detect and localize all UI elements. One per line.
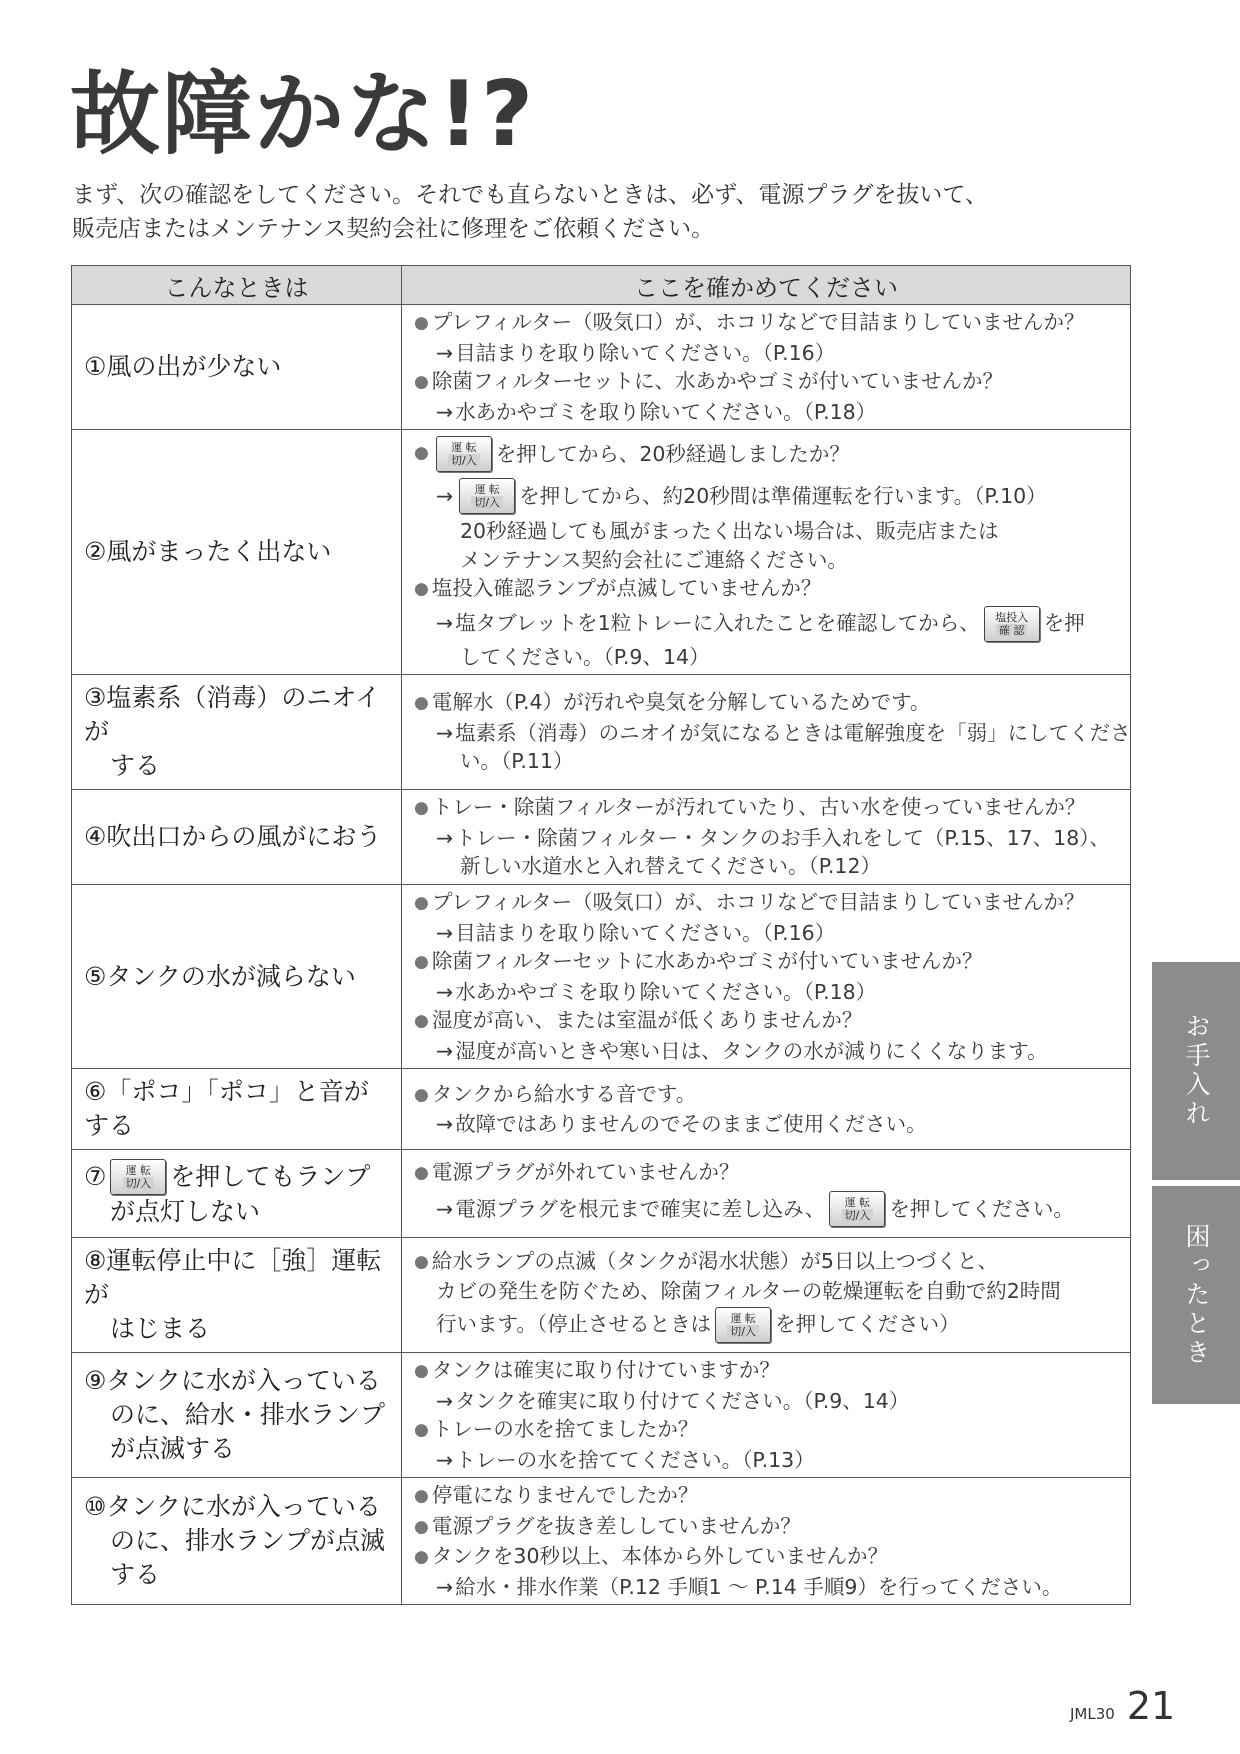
run-button-icon: 運 転 切/入 (459, 478, 515, 514)
bullet-icon: ● (414, 372, 429, 392)
page-number: 21 (1126, 1684, 1176, 1728)
table-row (72, 430, 1131, 675)
check-line: メンテナンス契約会社にご連絡ください。 (460, 547, 848, 572)
table-row (72, 1238, 1131, 1353)
bullet-icon: ● (414, 1084, 429, 1105)
symptom-cell (72, 675, 402, 790)
symptom-cell (72, 1478, 402, 1605)
intro-line-1: まず、次の確認をしてください。それでも直らないときは、必ず、電源プラグを抜いて、 (72, 182, 988, 208)
column-header-check: ここを確かめてください (402, 266, 1131, 305)
symptom-text: のに、排水ランプが点滅 (110, 1526, 386, 1555)
column-header-symptom: こんなときは (72, 266, 402, 305)
symptom-text: ⑤タンクの水が減らない (84, 961, 356, 991)
check-line: → 電源プラグを根元まで確実に差し込み、 運 転 切/入 を押してください。 (414, 1189, 1120, 1229)
bullet-icon: ● (414, 1251, 429, 1272)
check-line: ● タンクを30秒以上、本体から外していませんか？ (414, 1544, 889, 1568)
symptom-cell (72, 1353, 402, 1478)
bullet-icon: ● (414, 1011, 429, 1031)
check-line: →トレーの水を捨ててください。（P.13） (436, 1447, 815, 1472)
table-header-row (72, 266, 1131, 305)
arrow-icon: → (436, 920, 454, 945)
symptom-text: はじまる (110, 1314, 211, 1343)
run-button-icon: 運 転 切/入 (436, 436, 492, 472)
symptom-cell (72, 305, 402, 430)
table-row (72, 1150, 1131, 1238)
symptom-text: ⑨タンクに水が入っている (84, 1366, 381, 1395)
check-line: ● プレフィルター（吸気口）が、ホコリなどで目詰まりしていませんか？ (414, 890, 1085, 914)
page-footer (1070, 1684, 1175, 1728)
check-cell (402, 430, 1131, 675)
symptom-text: ⑩タンクに水が入っている (84, 1492, 381, 1521)
bullet-icon: ● (414, 1516, 429, 1537)
check-cell (402, 675, 1131, 790)
check-line: 新しい水道水と入れ替えてください。（P.12） (460, 854, 882, 879)
arrow-icon: → (436, 1447, 454, 1472)
arrow-icon: → (436, 611, 454, 636)
bullet-icon: ● (414, 1163, 429, 1184)
check-line: →塩素系（消毒）のニオイが気になるときは電解強度を「弱」にしてくださ (436, 720, 1131, 745)
check-line: →湿度が高いときや寒い日は、タンクの水が減りにくくなります。 (436, 1038, 1048, 1063)
bullet-icon: ● (414, 579, 429, 599)
symptom-cell (72, 885, 402, 1069)
salt-check-button-icon: 塩投入 確 認 (984, 606, 1040, 642)
check-cell (402, 1353, 1131, 1478)
arrow-icon: → (436, 340, 454, 365)
check-line: ● 電解水（P.4）が汚れや臭気を分解しているためです。 (414, 690, 931, 715)
bullet-icon: ● (414, 442, 429, 463)
check-line: →給水・排水作業（P.12 手順1 ～ P.14 手順9）を行ってください。 (436, 1574, 1063, 1599)
run-button-icon: 運 転 切/入 (715, 1307, 771, 1343)
arrow-icon: → (436, 720, 454, 745)
bullet-icon: ● (414, 893, 429, 913)
symptom-cell (72, 430, 402, 675)
table-row (72, 790, 1131, 885)
bullet-icon: ● (414, 1420, 429, 1440)
symptom-text: ②風がまったく出ない (84, 537, 332, 566)
symptom-text: のに、給水・排水ランプ (110, 1400, 386, 1429)
check-line: →トレー・除菌フィルター・タンクのお手入れをして（P.15、17、18）、 (436, 825, 1111, 850)
check-line: → 塩タブレットを1粒トレーに入れたことを確認してから、 塩投入 確 認 を押 (414, 605, 1120, 643)
check-line: カビの発生を防ぐため、除菌フィルターの乾燥運転を自動で約2時間 (436, 1279, 1061, 1303)
arrow-icon: → (436, 1574, 454, 1599)
symptom-text: ④吹出口からの風がにおう (84, 822, 382, 851)
intro-text (72, 178, 988, 246)
model-number: JML30 (1070, 1705, 1115, 1723)
symptom-text: が点滅する (110, 1434, 236, 1463)
arrow-icon: → (436, 483, 454, 508)
check-line: ● 給水ランプの点滅（タンクが渇水状態）が5日以上つづくと、 (414, 1248, 998, 1273)
check-line: ● トレーの水を捨てましたか？ (414, 1417, 699, 1441)
check-line: →水あかやゴミを取り除いてください。（P.18） (436, 979, 877, 1004)
bullet-icon: ● (414, 798, 429, 819)
check-cell (402, 1069, 1131, 1150)
run-button-icon: 運 転 切/入 (829, 1191, 885, 1227)
check-line: ● 除菌フィルターセットに水あかやゴミが付いていませんか？ (414, 949, 983, 973)
symptom-text: が点灯しない (110, 1196, 261, 1226)
check-line: →水あかやゴミを取り除いてください。（P.18） (436, 399, 877, 424)
troubleshooting-table (71, 265, 1131, 1605)
check-cell (402, 790, 1131, 885)
symptom-text: ⑧運転停止中に［強］運転が (84, 1246, 382, 1309)
symptom-text: ⑦ 運 転 切/入 を押してもランプ (84, 1159, 391, 1195)
check-line: ● 湿度が高い、または室温が低くありませんか？ (414, 1008, 863, 1032)
check-line: ● タンクから給水する音です。 (414, 1081, 697, 1106)
check-cell (402, 305, 1131, 430)
check-line: ● トレー・除菌フィルターが汚れていたり、古い水を使っていませんか？ (414, 795, 1086, 820)
check-line: →目詰まりを取り除いてください。（P.16） (436, 340, 836, 365)
arrow-icon: → (436, 979, 454, 1004)
table-row (72, 885, 1131, 1069)
symptom-text: ③塩素系（消毒）のニオイが (84, 683, 381, 746)
check-line: してください。（P.9、14） (460, 644, 710, 669)
check-line: ● 運 転 切/入 を押してから、20秒経過しましたか？ (414, 433, 1120, 475)
check-line: 行います。（停止させるときは 運 転 切/入 を押してください） (414, 1306, 1120, 1344)
symptom-cell (72, 1150, 402, 1238)
bullet-icon: ● (414, 1361, 429, 1381)
bullet-icon: ● (414, 1547, 429, 1567)
side-tab-care[interactable]: お手入れ (1152, 962, 1240, 1180)
check-line: ● 電源プラグが外れていませんか？ (414, 1160, 740, 1185)
check-line: →故障ではありませんのでそのままご使用ください。 (436, 1112, 927, 1136)
check-line: ● 除菌フィルターセットに、水あかやゴミが付いていませんか？ (414, 369, 1003, 393)
side-tab-trouble[interactable]: 困ったとき (1152, 1186, 1240, 1404)
check-line: ● プレフィルター（吸気口）が、ホコリなどで目詰まりしていませんか？ (414, 310, 1085, 334)
check-cell (402, 1478, 1131, 1605)
symptom-cell (72, 1069, 402, 1150)
table-row (72, 1353, 1131, 1478)
table-row (72, 1069, 1131, 1150)
check-line: ● 停電になりませんでしたか？ (414, 1483, 699, 1507)
bullet-icon: ● (414, 693, 429, 714)
symptom-text: する (110, 1560, 161, 1589)
check-cell (402, 1238, 1131, 1353)
symptom-cell (72, 790, 402, 885)
arrow-icon: → (436, 399, 454, 424)
check-line: 20秒経過しても風がまったく出ない場合は、販売店または (460, 519, 999, 543)
check-line: ● 電源プラグを抜き差ししていませんか？ (414, 1513, 801, 1538)
run-button-icon: 運 転 切/入 (110, 1159, 166, 1195)
bullet-icon: ● (414, 313, 429, 333)
check-line: → 運 転 切/入 を押してから、約20秒間は準備運転を行います。（P.10） (414, 475, 1120, 517)
check-line: い。（P.11） (460, 749, 574, 774)
arrow-icon: → (436, 1112, 454, 1136)
symptom-text: する (110, 751, 161, 780)
arrow-icon: → (436, 1388, 454, 1413)
check-line: ● タンクは確実に取り付けていますか？ (414, 1358, 780, 1382)
table-row (72, 305, 1131, 430)
table-row (72, 675, 1131, 790)
symptom-text: ⑥「ポコ」「ポコ」と音がする (84, 1077, 369, 1140)
check-line: →目詰まりを取り除いてください。（P.16） (436, 920, 836, 945)
intro-line-2: 販売店またはメンテナンス契約会社に修理をご依頼ください。 (72, 216, 715, 242)
arrow-icon: → (436, 1038, 454, 1063)
symptom-cell (72, 1238, 402, 1353)
page-title: 故障かな!? (70, 62, 536, 167)
check-line: ● 塩投入確認ランプが点滅していませんか？ (414, 576, 822, 600)
arrow-icon: → (436, 1196, 454, 1221)
check-cell (402, 885, 1131, 1069)
check-cell (402, 1150, 1131, 1238)
arrow-icon: → (436, 825, 454, 850)
symptom-text: ①風の出が少ない (84, 352, 282, 381)
bullet-icon: ● (414, 1486, 429, 1506)
table-row (72, 1478, 1131, 1605)
bullet-icon: ● (414, 952, 429, 972)
check-line: →タンクを確実に取り付けてください。（P.9、14） (436, 1388, 910, 1413)
